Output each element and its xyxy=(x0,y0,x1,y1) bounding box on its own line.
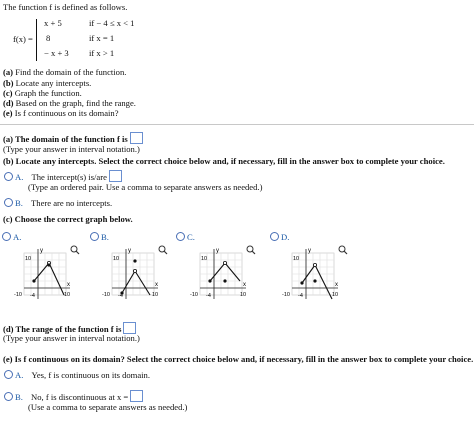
graph-a-x-label: x xyxy=(67,282,70,288)
graph-b-tick-right: 10 xyxy=(152,292,159,298)
graph-c-closed-point xyxy=(223,279,226,282)
part-b-radio-a[interactable] xyxy=(4,172,13,181)
part-e-option-a-letter: A. xyxy=(15,370,24,380)
part-e-prompt-text: (e) Is f continuous on its domain? Select the correct choice below and, if necessary, fill in the answer box to complete your choice. xyxy=(3,354,474,364)
task-d-text: Based on the graph, find the range. xyxy=(15,98,136,108)
part-e-radio-b[interactable] xyxy=(4,392,13,401)
part-b-prompt xyxy=(3,157,445,167)
part-b-option-a-hint: (Type an ordered pair. Use a comma to separate answers as needed.) xyxy=(28,182,263,192)
graph-c-zoom-icon[interactable] xyxy=(247,246,255,254)
graph-option-c[interactable] xyxy=(176,232,195,243)
part-e-prompt xyxy=(3,355,473,365)
part-b-option-b[interactable] xyxy=(4,198,112,209)
piece-3-expr: − x + 3 xyxy=(44,48,69,58)
graph-d-zoom-icon[interactable] xyxy=(339,246,347,254)
graph-a-tick-right: 10 xyxy=(64,292,71,298)
graph-d-x-label: x xyxy=(335,282,338,288)
graph-c-svg xyxy=(190,243,256,303)
part-e-option-b-hint: (Use a comma to separate answers as needed.) xyxy=(28,402,188,412)
problem-intro: The function f is defined as follows. xyxy=(3,2,128,12)
part-d-prompt: (d) The range of the function f is xyxy=(3,324,122,334)
graph-a-start-point xyxy=(32,279,35,282)
part-a-hint: (Type your answer in interval notation.) xyxy=(3,144,140,154)
piece-3-cond: if x > 1 xyxy=(89,48,115,58)
graph-b-y-label: y xyxy=(128,248,131,254)
graph-c-start-point xyxy=(208,279,211,282)
divider xyxy=(0,124,474,125)
intercepts-answer-box[interactable] xyxy=(109,170,122,182)
task-c-label: (c) xyxy=(3,88,13,98)
graph-c-tick-left: -10 xyxy=(190,292,198,298)
part-e-radio-a[interactable] xyxy=(4,370,13,379)
graph-a-zoom-icon[interactable] xyxy=(71,246,79,254)
graph-option-b-letter: B. xyxy=(101,232,109,242)
piece-1-expr: x + 5 xyxy=(44,18,62,28)
part-e-option-b-text: No, f is discontinuous at x = xyxy=(31,392,129,402)
graph-b-x-label: x xyxy=(155,282,158,288)
part-e-option-b-letter: B. xyxy=(15,392,23,402)
graph-a-y-label: y xyxy=(40,248,43,254)
graph-a-closed-point xyxy=(47,263,50,266)
graph-b-tick-left: -10 xyxy=(102,292,110,298)
graph-a xyxy=(14,243,80,306)
graph-d-tick-left: -10 xyxy=(282,292,290,298)
graph-radio-a[interactable] xyxy=(2,232,11,241)
graph-d-y-label: y xyxy=(308,248,311,254)
part-c-prompt-text: (c) Choose the correct graph below. xyxy=(3,214,133,224)
graph-d-closed-point xyxy=(313,279,316,282)
piece-2-cond: if x = 1 xyxy=(89,33,115,43)
discontinuity-answer-box[interactable] xyxy=(130,390,143,402)
graph-d-open-point xyxy=(313,263,316,266)
graph-option-a-letter: A. xyxy=(13,232,22,242)
graph-c xyxy=(190,243,256,306)
graph-option-d[interactable] xyxy=(270,232,289,243)
graph-c-y-label: y xyxy=(216,248,219,254)
graph-c-tick-bottom: -4 xyxy=(206,293,211,299)
graph-option-a[interactable] xyxy=(2,232,21,243)
graph-d-tick-bottom: -4 xyxy=(298,293,303,299)
graph-b xyxy=(102,243,168,306)
task-d-label: (d) xyxy=(3,98,14,108)
graph-a-tick-bottom: -4 xyxy=(30,293,35,299)
graph-c-x-label: x xyxy=(243,282,246,288)
part-b-option-b-letter: B. xyxy=(15,198,23,208)
part-d-hint: (Type your answer in interval notation.) xyxy=(3,333,140,343)
graph-d-tick-top: 10 xyxy=(293,256,300,262)
task-b-label: (b) xyxy=(3,78,14,88)
task-e-label: (e) xyxy=(3,108,13,118)
task-e xyxy=(3,109,119,119)
graph-b-open-point xyxy=(133,269,136,272)
task-e-text: Is f continuous on its domain? xyxy=(14,108,119,118)
graph-d-start-point xyxy=(300,281,303,284)
part-a-prompt: (a) The domain of the function f is xyxy=(3,134,128,144)
graph-d-svg xyxy=(282,243,348,303)
graph-a-tick-left: -10 xyxy=(14,292,22,298)
graph-c-tick-right: 10 xyxy=(240,292,247,298)
part-b-prompt-text: (b) Locate any intercepts. Select the correct choice below and, if necessary, fill in the answer box to complete your choice. xyxy=(3,156,445,166)
graph-option-d-letter: D. xyxy=(281,232,290,242)
graph-b-zoom-icon[interactable] xyxy=(159,246,167,254)
graph-b-tick-bottom: -4 xyxy=(118,293,123,299)
piece-1-cond: if − 4 ≤ x < 1 xyxy=(89,18,135,28)
graph-d xyxy=(282,243,348,306)
part-e-option-b[interactable] xyxy=(4,390,143,403)
task-a-label: (a) xyxy=(3,67,14,77)
graph-b-svg xyxy=(102,243,168,303)
graph-option-b[interactable] xyxy=(90,232,109,243)
task-a-text: Find the domain of the function. xyxy=(15,67,127,77)
part-e-option-a-text: Yes, f is continuous on its domain. xyxy=(31,370,151,380)
part-a-prompt-row xyxy=(3,132,143,145)
part-b-option-a-letter: A. xyxy=(15,172,24,182)
graph-a-tick-top: 10 xyxy=(25,256,32,262)
part-c-prompt xyxy=(3,215,133,225)
part-b-option-a[interactable] xyxy=(4,170,122,183)
graph-radio-d[interactable] xyxy=(270,232,279,241)
graph-radio-c[interactable] xyxy=(176,232,185,241)
graph-b-closed-point xyxy=(133,259,136,262)
graph-b-tick-top: 10 xyxy=(113,256,120,262)
graph-a-svg xyxy=(14,243,80,303)
task-c-text: Graph the function. xyxy=(14,88,82,98)
task-a xyxy=(3,68,126,78)
task-b-text: Locate any intercepts. xyxy=(15,78,92,88)
graph-option-c-letter: C. xyxy=(187,232,195,242)
part-b-option-b-text: There are no intercepts. xyxy=(31,198,113,208)
piecewise-brace xyxy=(36,19,39,61)
part-e-option-a[interactable] xyxy=(4,370,150,381)
fx-label: f(x) = xyxy=(13,34,33,44)
part-b-option-a-text: The intercept(s) is/are xyxy=(31,172,107,182)
part-b-radio-b[interactable] xyxy=(4,198,13,207)
graph-d-tick-right: 10 xyxy=(332,292,339,298)
graph-c-open-point xyxy=(223,261,226,264)
domain-answer-box[interactable] xyxy=(130,132,143,144)
graph-radio-b[interactable] xyxy=(90,232,99,241)
piece-2-expr: 8 xyxy=(46,33,51,43)
graph-c-tick-top: 10 xyxy=(201,256,208,262)
